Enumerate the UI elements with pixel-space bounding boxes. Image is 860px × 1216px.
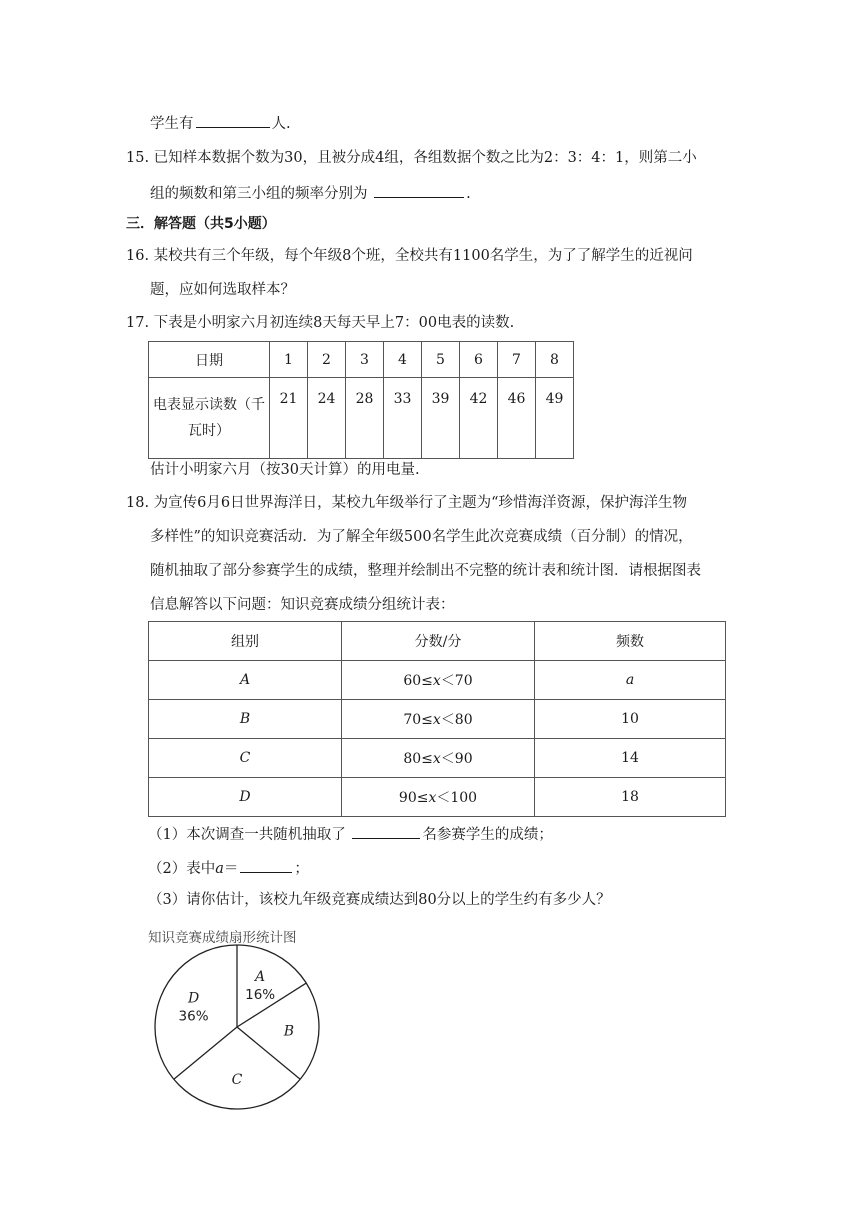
day-cell: 8 xyxy=(536,342,574,378)
q14-tail: 学生有 人. xyxy=(150,112,291,134)
reading-cell: 39 xyxy=(422,378,460,459)
freq-cell: a xyxy=(535,661,726,700)
reading-cell: 33 xyxy=(384,378,422,459)
q16-line1: 16. 某校共有三个年级，每个年级8个班，全校共有1100名学生，为了了解学生的近视问 xyxy=(126,248,693,264)
table-header-cell: 组别 xyxy=(149,622,342,661)
pie-slice-label: C xyxy=(231,1072,243,1088)
group-cell: A xyxy=(149,661,342,700)
q15-line2: 组的频数和第三小组的频率分别为 . xyxy=(150,182,471,204)
q18-sub2: （2）表中a＝ ； xyxy=(148,857,309,879)
section-3-title: 三．解答题（共5小题） xyxy=(126,216,276,232)
reading-cell: 42 xyxy=(460,378,498,459)
q18-line4: 信息解答以下问题：知识竞赛成绩分组统计表： xyxy=(150,597,455,613)
q17-intro: 17. 下表是小明家六月初连续8天每天早上7：00电表的读数. xyxy=(126,315,515,331)
group-cell: C xyxy=(149,739,342,778)
day-cell: 4 xyxy=(384,342,422,378)
q18-line1: 18. 为宣传6月6日世界海洋日，某校九年级举行了主题为“珍惜海洋资源，保护海洋生物 xyxy=(126,495,688,511)
q18-line2: 多样性”的知识竞赛活动．为了解全年级500名学生此次竞赛成绩（百分制）的情况， xyxy=(150,529,693,545)
freq-cell: 18 xyxy=(535,778,726,817)
pie-slice-percent: 36% xyxy=(178,1008,209,1025)
freq-cell: 14 xyxy=(535,739,726,778)
group-cell: B xyxy=(149,700,342,739)
freq-cell: 10 xyxy=(535,700,726,739)
table-header-cell: 日期 xyxy=(149,342,270,378)
pie-slice-boundary xyxy=(174,1027,237,1079)
reading-cell: 28 xyxy=(346,378,384,459)
day-cell: 7 xyxy=(498,342,536,378)
pie-slice-label: D xyxy=(187,990,200,1007)
q18-number: 18. xyxy=(126,495,150,511)
table-header-cell: 分数/分 xyxy=(342,622,535,661)
chart-caption: 知识竞赛成绩扇形统计图 xyxy=(148,930,297,946)
group-cell: D xyxy=(149,778,342,817)
day-cell: 2 xyxy=(308,342,346,378)
pie-slice-label: B xyxy=(283,1023,295,1040)
q18-sub3: （3）请你估计，该校九年级竞赛成绩达到80分以上的学生约有多少人？ xyxy=(148,892,611,908)
day-cell: 5 xyxy=(422,342,460,378)
q16-number: 16. xyxy=(126,248,150,264)
day-cell: 3 xyxy=(346,342,384,378)
table-header-cell: 频数 xyxy=(535,622,726,661)
q17-question: 估计小明家六月（按30天计算）的用电量. xyxy=(150,462,420,478)
q15-number: 15. xyxy=(126,150,150,166)
reading-cell: 24 xyxy=(308,378,346,459)
q16-line2: 题，应如何选取样本？ xyxy=(150,282,295,298)
q18-sub1: （1）本次调查一共随机抽取了 名参赛学生的成绩； xyxy=(148,823,553,845)
day-cell: 6 xyxy=(460,342,498,378)
day-cell: 1 xyxy=(270,342,308,378)
reading-cell: 21 xyxy=(270,378,308,459)
pie-slice-percent: 16% xyxy=(245,986,276,1003)
table-header-cell: 电表显示读数（千 瓦时） xyxy=(149,378,270,459)
range-cell: 70≤x＜80 xyxy=(342,700,535,739)
q17-number: 17. xyxy=(126,315,150,331)
pie-slice-label: A xyxy=(255,968,266,985)
range-cell: 60≤x＜70 xyxy=(342,661,535,700)
range-cell: 90≤x＜100 xyxy=(342,778,535,817)
q18-line3: 随机抽取了部分参赛学生的成绩，整理并绘制出不完整的统计表和统计图．请根据图表 xyxy=(150,563,701,579)
reading-cell: 46 xyxy=(498,378,536,459)
range-cell: 80≤x＜90 xyxy=(342,739,535,778)
q15-line1: 15. 已知样本数据个数为30，且被分成4组，各组数据个数之比为2：3：4：1，则第二小 xyxy=(126,150,697,166)
reading-cell: 49 xyxy=(536,378,574,459)
